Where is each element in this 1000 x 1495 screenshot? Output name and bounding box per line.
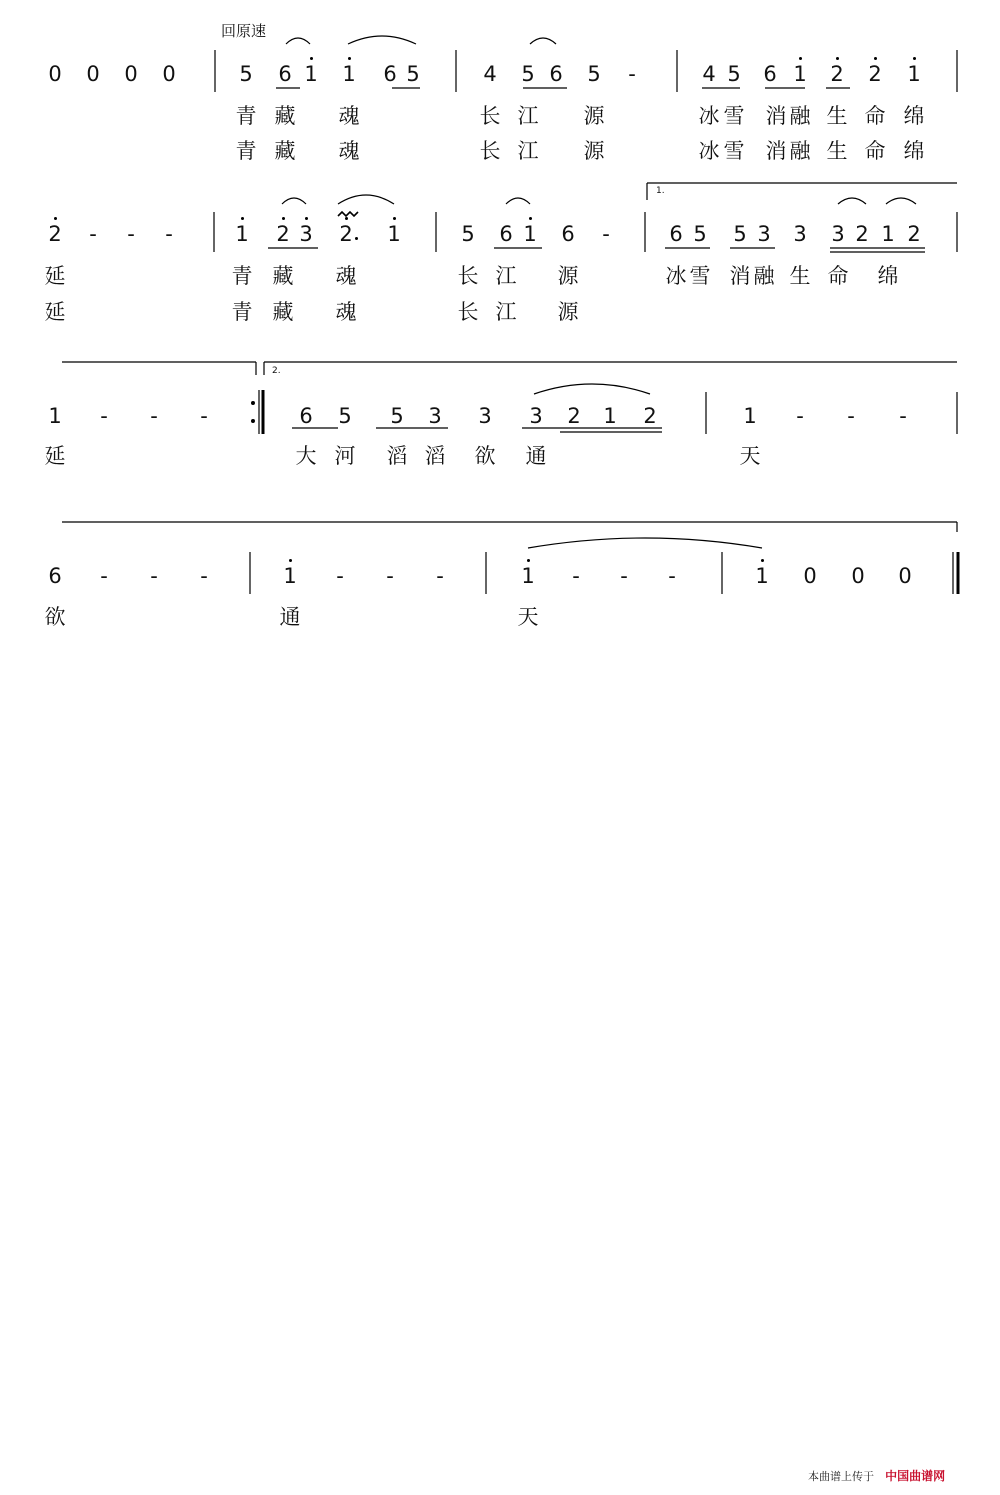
extension-dash: -	[899, 404, 907, 428]
note: 1	[283, 564, 297, 588]
lyric-syllable: 命	[827, 264, 849, 288]
augmentation-dot	[355, 237, 358, 240]
note: 3	[757, 222, 771, 246]
lyric-syllable: 雪	[723, 104, 745, 128]
lyric-syllable: 延	[44, 444, 66, 468]
lyric-syllable: 魂	[338, 139, 360, 163]
octave-dot	[241, 217, 244, 220]
lyric-syllable: 滔	[386, 444, 408, 468]
slur	[348, 36, 416, 44]
lyric-syllable: 江	[495, 264, 517, 288]
octave-dot	[913, 57, 916, 60]
lyric-syllable: 长	[479, 139, 501, 163]
slur	[534, 384, 650, 394]
octave-dot	[393, 217, 396, 220]
note: 6	[383, 62, 397, 86]
extension-dash: -	[336, 564, 344, 588]
extension-dash: -	[89, 222, 97, 246]
lyric-syllable: 藏	[272, 300, 294, 324]
lyric-syllable: 绵	[877, 264, 899, 288]
note: 5	[239, 62, 253, 86]
note: 2	[643, 404, 657, 428]
slur	[528, 538, 762, 548]
lyric-syllable: 源	[557, 264, 579, 288]
slur	[286, 38, 310, 44]
note: 0	[803, 564, 817, 588]
lyric-syllable: 生	[826, 104, 848, 128]
note: 3	[793, 222, 807, 246]
note: 2	[868, 62, 882, 86]
note: 5	[727, 62, 741, 86]
lyric-syllable: 通	[279, 605, 301, 629]
extension-dash: -	[200, 564, 208, 588]
octave-dot	[289, 559, 292, 562]
lyric-syllable: 魂	[338, 104, 360, 128]
note: 5	[521, 62, 535, 86]
octave-dot	[836, 57, 839, 60]
note: 2	[907, 222, 921, 246]
slur	[506, 198, 530, 204]
lyric-syllable: 冰	[665, 264, 687, 288]
octave-dot	[348, 57, 351, 60]
octave-dot	[761, 559, 764, 562]
lyric-syllable: 延	[44, 264, 66, 288]
lyric-syllable: 融	[789, 104, 811, 128]
lyric-syllable: 滔	[424, 444, 446, 468]
octave-dot	[799, 57, 802, 60]
lyric-syllable: 源	[557, 300, 579, 324]
note: 1	[342, 62, 356, 86]
slur	[282, 198, 306, 204]
extension-dash: -	[150, 564, 158, 588]
octave-dot	[874, 57, 877, 60]
lyric-syllable: 绵	[903, 104, 925, 128]
octave-dot	[282, 217, 285, 220]
extension-dash: -	[620, 564, 628, 588]
volta-2-label: 2.	[272, 366, 281, 376]
lyric-syllable: 命	[864, 104, 886, 128]
extension-dash: -	[602, 222, 610, 246]
octave-dot	[529, 217, 532, 220]
lyric-syllable: 冰	[698, 104, 720, 128]
lyric-syllable: 雪	[689, 264, 711, 288]
note: 6	[278, 62, 292, 86]
lyric-syllable: 延	[44, 300, 66, 324]
lyric-syllable: 长	[457, 300, 479, 324]
note: 2	[339, 222, 353, 246]
extension-dash: -	[200, 404, 208, 428]
note: 2	[855, 222, 869, 246]
note: 3	[831, 222, 845, 246]
ornament	[338, 212, 358, 216]
lyric-syllable: 消	[729, 264, 751, 288]
lyric-syllable: 藏	[274, 104, 296, 128]
note: 0	[851, 564, 865, 588]
extension-dash: -	[386, 564, 394, 588]
note: 6	[499, 222, 513, 246]
lyric-syllable: 融	[789, 139, 811, 163]
repeat-dot	[251, 419, 255, 423]
note: 3	[428, 404, 442, 428]
footer-text: 本曲谱上传于	[808, 1470, 874, 1483]
lyric-syllable: 生	[826, 139, 848, 163]
note: 4	[702, 62, 716, 86]
note: 0	[162, 62, 176, 86]
octave-dot	[305, 217, 308, 220]
note: 1	[603, 404, 617, 428]
extension-dash: -	[847, 404, 855, 428]
lyric-syllable: 天	[517, 605, 539, 629]
note: 2	[567, 404, 581, 428]
lyric-syllable: 青	[231, 264, 253, 288]
note: 1	[304, 62, 318, 86]
lyric-syllable: 雪	[723, 139, 745, 163]
lyric-syllable: 天	[739, 444, 761, 468]
lyric-syllable: 命	[864, 139, 886, 163]
lyric-syllable: 河	[334, 444, 356, 468]
note: 2	[830, 62, 844, 86]
footer	[808, 1465, 945, 1484]
note: 1	[755, 564, 769, 588]
lyric-syllable: 青	[235, 139, 257, 163]
note: 1	[521, 564, 535, 588]
note: 1	[793, 62, 807, 86]
lyric-syllable: 魂	[335, 264, 357, 288]
extension-dash: -	[165, 222, 173, 246]
extension-dash: -	[127, 222, 135, 246]
note: 3	[478, 404, 492, 428]
repeat-dot	[251, 401, 255, 405]
extension-dash: -	[150, 404, 158, 428]
lyric-syllable: 源	[583, 139, 605, 163]
lyric-syllable: 藏	[274, 139, 296, 163]
octave-dot	[345, 217, 348, 220]
extension-dash: -	[100, 564, 108, 588]
octave-dot	[310, 57, 313, 60]
lyric-syllable: 消	[765, 139, 787, 163]
extension-dash: -	[668, 564, 676, 588]
lyric-syllable: 欲	[44, 605, 66, 629]
note: 5	[587, 62, 601, 86]
lyric-syllable: 江	[517, 139, 539, 163]
note: 6	[669, 222, 683, 246]
lyric-syllable: 消	[765, 104, 787, 128]
note: 6	[763, 62, 777, 86]
extension-dash: -	[628, 62, 636, 86]
lyric-syllable: 青	[231, 300, 253, 324]
note: 6	[549, 62, 563, 86]
octave-dot	[54, 217, 57, 220]
extension-dash: -	[100, 404, 108, 428]
octave-dot	[527, 559, 530, 562]
extension-dash: -	[572, 564, 580, 588]
slur	[838, 198, 866, 204]
note: 1	[881, 222, 895, 246]
lyric-syllable: 江	[495, 300, 517, 324]
note: 0	[124, 62, 138, 86]
note: 0	[48, 62, 62, 86]
note: 3	[299, 222, 313, 246]
tempo-mark: 回原速	[221, 22, 267, 40]
note: 0	[898, 564, 912, 588]
note: 1	[743, 404, 757, 428]
note: 2	[48, 222, 62, 246]
lyric-syllable: 江	[517, 104, 539, 128]
extension-dash: -	[436, 564, 444, 588]
lyric-syllable: 大	[295, 444, 317, 468]
note: 1	[907, 62, 921, 86]
note: 5	[461, 222, 475, 246]
site-logo[interactable]: 中国曲谱网	[885, 1469, 946, 1483]
note: 3	[529, 404, 543, 428]
note: 5	[733, 222, 747, 246]
lyric-syllable: 欲	[474, 444, 496, 468]
note: 6	[561, 222, 575, 246]
slur	[886, 198, 916, 204]
note: 0	[86, 62, 100, 86]
note: 1	[48, 404, 62, 428]
lyric-syllable: 绵	[903, 139, 925, 163]
note: 1	[387, 222, 401, 246]
lyric-syllable: 青	[235, 104, 257, 128]
lyric-syllable: 通	[525, 444, 547, 468]
lyric-syllable: 藏	[272, 264, 294, 288]
note: 6	[299, 404, 313, 428]
note: 5	[390, 404, 404, 428]
note: 5	[693, 222, 707, 246]
lyric-syllable: 冰	[698, 139, 720, 163]
note: 4	[483, 62, 497, 86]
lyric-syllable: 融	[753, 264, 775, 288]
note: 5	[406, 62, 420, 86]
volta-1-label: 1.	[656, 186, 665, 196]
note: 1	[523, 222, 537, 246]
lyric-syllable: 源	[583, 104, 605, 128]
note: 5	[338, 404, 352, 428]
lyric-syllable: 魂	[335, 300, 357, 324]
note: 2	[276, 222, 290, 246]
slur	[530, 38, 556, 44]
slur	[338, 195, 394, 204]
note: 6	[48, 564, 62, 588]
extension-dash: -	[796, 404, 804, 428]
lyric-syllable: 长	[457, 264, 479, 288]
lyric-syllable: 长	[479, 104, 501, 128]
lyric-syllable: 生	[789, 264, 811, 288]
note: 1	[235, 222, 249, 246]
